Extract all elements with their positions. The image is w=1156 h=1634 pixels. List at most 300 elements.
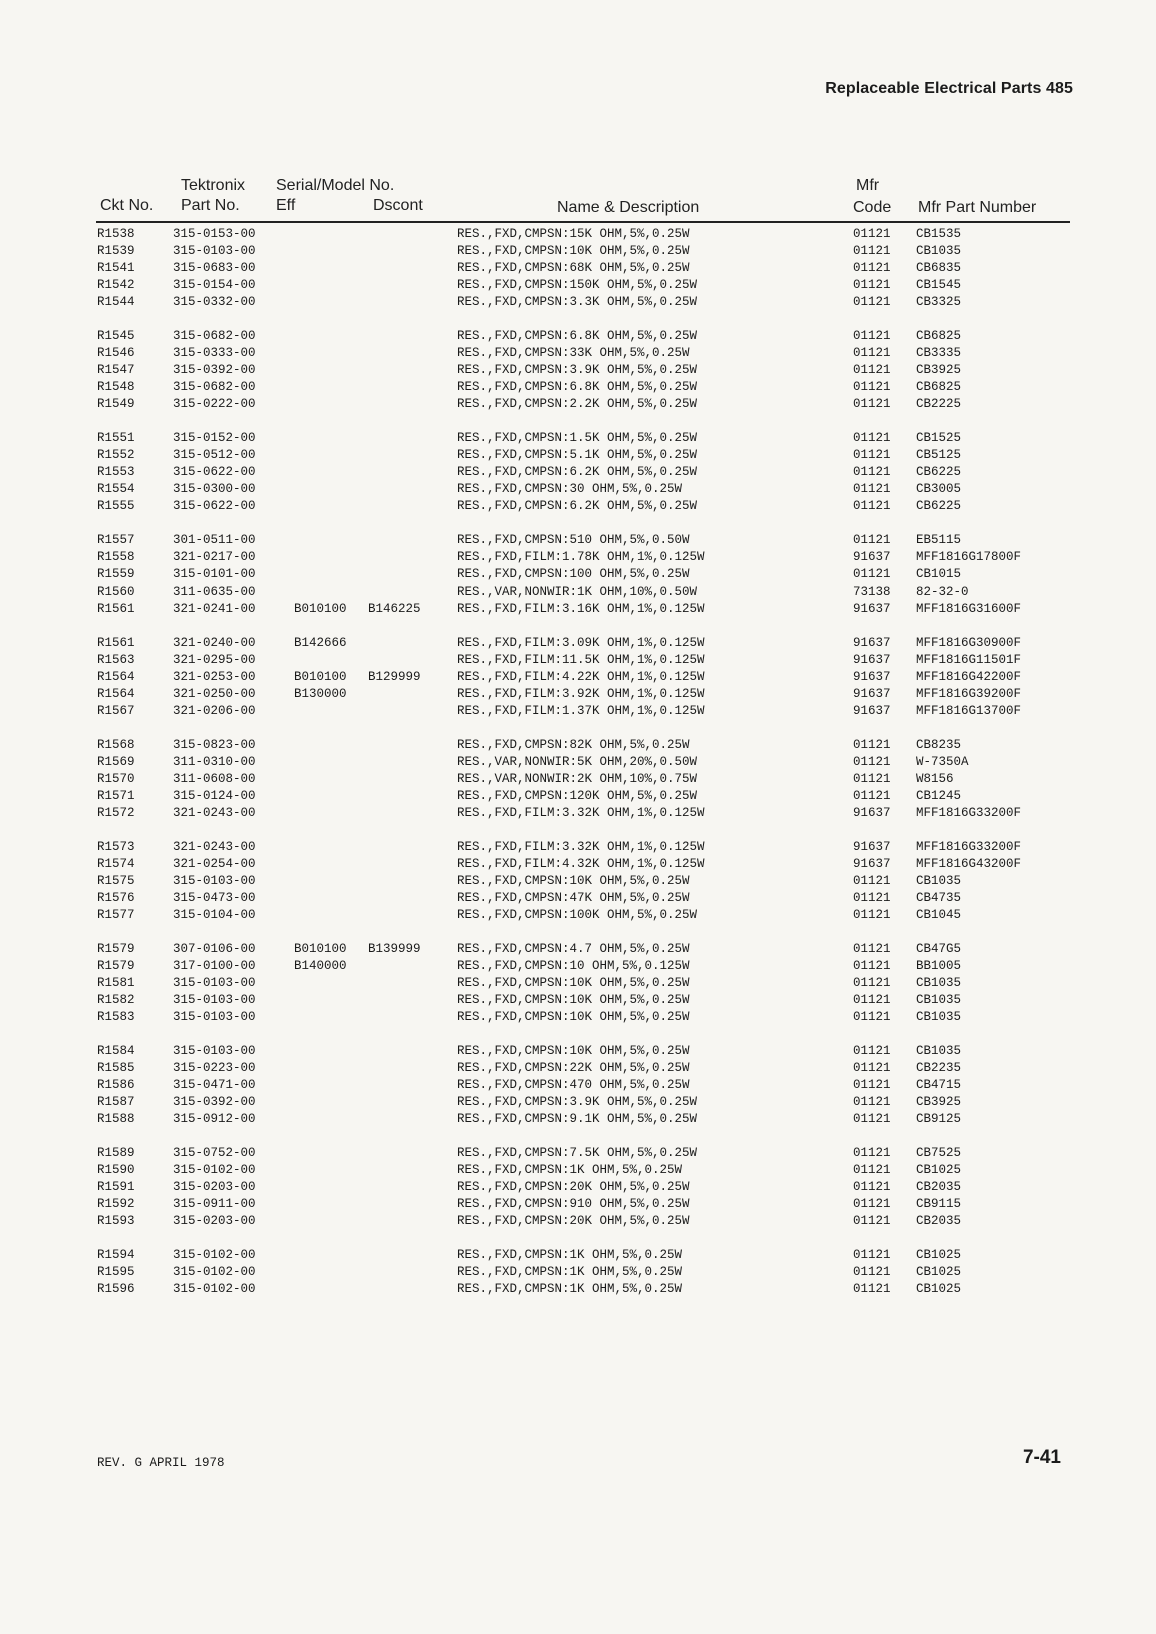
cell-ckt-no: R1585 (97, 1061, 135, 1076)
row-group (0, 226, 1156, 311)
table-row (0, 226, 1156, 243)
table-row (0, 771, 1156, 788)
cell-part-no: 321-0253-00 (173, 669, 256, 684)
cell-ckt-no: R1570 (97, 771, 135, 786)
cell-mfr-code: 01121 (853, 431, 891, 446)
table-row (0, 396, 1156, 413)
cell-description: RES.,FXD,FILM:1.37K OHM,1%,0.125W (457, 703, 705, 718)
cell-mfr-code: 01121 (853, 771, 891, 786)
cell-description: RES.,FXD,CMPSN:2.2K OHM,5%,0.25W (457, 397, 698, 412)
cell-ckt-no: R1568 (97, 737, 135, 752)
cell-ckt-no: R1586 (97, 1078, 135, 1093)
cell-part-no: 315-0682-00 (173, 329, 256, 344)
cell-part-no: 315-0104-00 (173, 907, 256, 922)
cell-mfr-part-number: MFF1816G33200F (916, 805, 1022, 820)
cell-mfr-part-number: CB1545 (916, 278, 962, 293)
cell-description: RES.,FXD,CMPSN:1K OHM,5%,0.25W (457, 1265, 683, 1280)
table-row (0, 975, 1156, 992)
cell-ckt-no: R1561 (97, 635, 135, 650)
cell-ckt-no: R1548 (97, 380, 135, 395)
cell-mfr-code: 01121 (853, 1197, 891, 1212)
cell-mfr-part-number: CB2035 (916, 1180, 962, 1195)
cell-ckt-no: R1557 (97, 533, 135, 548)
cell-mfr-part-number: CB4715 (916, 1078, 962, 1093)
cell-mfr-code: 01121 (853, 448, 891, 463)
cell-mfr-code: 91637 (853, 686, 891, 701)
table-row (0, 601, 1156, 618)
cell-mfr-code: 01121 (853, 1146, 891, 1161)
table-row (0, 805, 1156, 822)
cell-description: RES.,VAR,NONWIR:2K OHM,10%,0.75W (457, 771, 698, 786)
cell-ckt-no: R1546 (97, 346, 135, 361)
table-row (0, 1179, 1156, 1196)
row-group (0, 532, 1156, 617)
cell-description: RES.,FXD,CMPSN:910 OHM,5%,0.25W (457, 1197, 690, 1212)
cell-description: RES.,FXD,FILM:3.32K OHM,1%,0.125W (457, 839, 705, 854)
table-row (0, 992, 1156, 1009)
cell-ckt-no: R1593 (97, 1214, 135, 1229)
cell-part-no: 315-0682-00 (173, 380, 256, 395)
cell-mfr-part-number: CB3325 (916, 295, 962, 310)
table-row (0, 277, 1156, 294)
cell-ckt-no: R1582 (97, 993, 135, 1008)
footer-revision: REV. G APRIL 1978 (97, 1456, 225, 1470)
cell-part-no: 315-0103-00 (173, 873, 256, 888)
cell-mfr-part-number: CB1535 (916, 227, 962, 241)
cell-description: RES.,FXD,FILM:11.5K OHM,1%,0.125W (457, 652, 705, 667)
cell-mfr-part-number: CB8235 (916, 737, 962, 752)
cell-mfr-part-number: CB6225 (916, 499, 962, 514)
cell-description: RES.,FXD,CMPSN:20K OHM,5%,0.25W (457, 1180, 690, 1195)
cell-dscont: B139999 (368, 941, 421, 956)
cell-mfr-part-number: CB1035 (916, 975, 962, 990)
cell-part-no: 315-0473-00 (173, 890, 256, 905)
cell-mfr-code: 01121 (853, 737, 891, 752)
cell-mfr-code: 01121 (853, 958, 891, 973)
cell-part-no: 321-0295-00 (173, 652, 256, 667)
cell-part-no: 315-0103-00 (173, 244, 256, 259)
cell-description: RES.,FXD,CMPSN:3.9K OHM,5%,0.25W (457, 363, 698, 378)
cell-ckt-no: R1560 (97, 584, 135, 599)
cell-mfr-code: 01121 (853, 499, 891, 514)
table-row (0, 447, 1156, 464)
table-row (0, 430, 1156, 447)
cell-mfr-code: 01121 (853, 1044, 891, 1058)
cell-mfr-code: 01121 (853, 1078, 891, 1093)
cell-part-no: 315-0622-00 (173, 499, 256, 514)
cell-ckt-no: R1581 (97, 975, 135, 990)
table-row (0, 737, 1156, 754)
cell-ckt-no: R1573 (97, 839, 135, 854)
cell-mfr-part-number: CB1015 (916, 567, 962, 582)
cell-mfr-code: 01121 (853, 363, 891, 378)
cell-ckt-no: R1544 (97, 295, 135, 310)
cell-part-no: 321-0250-00 (173, 686, 256, 701)
cell-description: RES.,FXD,CMPSN:6.8K OHM,5%,0.25W (457, 329, 698, 344)
cell-part-no: 321-0254-00 (173, 856, 256, 871)
cell-part-no: 321-0240-00 (173, 635, 256, 650)
cell-ckt-no: R1572 (97, 805, 135, 820)
table-row (0, 345, 1156, 362)
cell-ckt-no: R1579 (97, 941, 135, 956)
cell-part-no: 311-0635-00 (173, 584, 256, 599)
row-group (0, 328, 1156, 413)
cell-ckt-no: R1558 (97, 550, 135, 565)
cell-mfr-part-number: MFF1816G39200F (916, 686, 1022, 701)
cell-eff: B010100 (294, 601, 347, 616)
cell-mfr-part-number: MFF1816G31600F (916, 601, 1022, 616)
table-row (0, 549, 1156, 566)
cell-mfr-part-number: CB3005 (916, 482, 962, 497)
cell-ckt-no: R1564 (97, 669, 135, 684)
cell-mfr-part-number: CB3925 (916, 1095, 962, 1110)
cell-mfr-part-number: CB1525 (916, 431, 962, 446)
cell-description: RES.,FXD,CMPSN:47K OHM,5%,0.25W (457, 890, 690, 905)
table-row (0, 532, 1156, 549)
cell-description: RES.,FXD,CMPSN:1K OHM,5%,0.25W (457, 1282, 683, 1297)
row-group (0, 1043, 1156, 1128)
cell-mfr-code: 01121 (853, 1010, 891, 1025)
column-header-name-description: Name & Description (557, 199, 700, 216)
cell-ckt-no: R1538 (97, 227, 135, 241)
cell-mfr-code: 01121 (853, 941, 891, 956)
table-row (0, 890, 1156, 907)
cell-description: RES.,FXD,CMPSN:30 OHM,5%,0.25W (457, 482, 683, 497)
cell-part-no: 315-0332-00 (173, 295, 256, 310)
cell-description: RES.,FXD,CMPSN:20K OHM,5%,0.25W (457, 1214, 690, 1229)
cell-mfr-code: 91637 (853, 805, 891, 820)
cell-mfr-code: 01121 (853, 295, 891, 310)
cell-description: RES.,FXD,CMPSN:1K OHM,5%,0.25W (457, 1248, 683, 1263)
cell-description: RES.,FXD,CMPSN:100 OHM,5%,0.25W (457, 567, 690, 582)
cell-description: RES.,FXD,CMPSN:33K OHM,5%,0.25W (457, 346, 690, 361)
cell-description: RES.,FXD,CMPSN:510 OHM,5%,0.50W (457, 533, 690, 548)
cell-part-no: 307-0106-00 (173, 941, 256, 956)
cell-mfr-part-number: MFF1816G33200F (916, 839, 1022, 854)
cell-eff: B130000 (294, 686, 347, 701)
cell-mfr-code: 91637 (853, 703, 891, 718)
cell-description: RES.,FXD,CMPSN:10K OHM,5%,0.25W (457, 1044, 690, 1058)
cell-part-no: 315-0752-00 (173, 1146, 256, 1161)
cell-part-no: 315-0911-00 (173, 1197, 256, 1212)
cell-part-no: 321-0243-00 (173, 805, 256, 820)
table-row (0, 328, 1156, 345)
table-row (0, 362, 1156, 379)
table-row (0, 260, 1156, 277)
table-row (0, 481, 1156, 498)
cell-mfr-code: 01121 (853, 380, 891, 395)
cell-ckt-no: R1552 (97, 448, 135, 463)
cell-part-no: 315-0103-00 (173, 993, 256, 1008)
cell-mfr-part-number: 82-32-0 (916, 584, 969, 599)
table-row (0, 1281, 1156, 1298)
cell-dscont: B146225 (368, 601, 421, 616)
cell-part-no: 315-0471-00 (173, 1078, 256, 1093)
table-row (0, 1111, 1156, 1128)
cell-part-no: 315-0102-00 (173, 1163, 256, 1178)
cell-ckt-no: R1588 (97, 1112, 135, 1127)
cell-mfr-code: 91637 (853, 635, 891, 650)
cell-mfr-code: 01121 (853, 1112, 891, 1127)
cell-part-no: 315-0124-00 (173, 788, 256, 803)
cell-mfr-part-number: MFF1816G11501F (916, 652, 1022, 667)
cell-mfr-part-number: CB9115 (916, 1197, 962, 1212)
cell-description: RES.,FXD,CMPSN:10K OHM,5%,0.25W (457, 244, 690, 259)
cell-mfr-code: 01121 (853, 890, 891, 905)
cell-description: RES.,FXD,CMPSN:4.7 OHM,5%,0.25W (457, 941, 690, 956)
header-divider (96, 221, 1070, 223)
cell-part-no: 315-0103-00 (173, 975, 256, 990)
cell-part-no: 315-0152-00 (173, 431, 256, 446)
column-header-serial-model: Serial/Model No. (276, 177, 395, 194)
cell-description: RES.,FXD,CMPSN:15K OHM,5%,0.25W (457, 227, 690, 241)
column-header-dscont: Dscont (373, 197, 423, 214)
cell-ckt-no: R1551 (97, 431, 135, 446)
cell-description: RES.,FXD,FILM:3.92K OHM,1%,0.125W (457, 686, 705, 701)
table-row (0, 1077, 1156, 1094)
cell-part-no: 311-0310-00 (173, 754, 256, 769)
table-row (0, 566, 1156, 583)
cell-ckt-no: R1577 (97, 907, 135, 922)
table-row (0, 1264, 1156, 1281)
cell-mfr-code: 01121 (853, 975, 891, 990)
cell-mfr-part-number: CB6825 (916, 329, 962, 344)
cell-part-no: 321-0206-00 (173, 703, 256, 718)
cell-part-no: 321-0217-00 (173, 550, 256, 565)
cell-eff: B010100 (294, 669, 347, 684)
column-header-tektronix: Tektronix (181, 177, 246, 194)
cell-description: RES.,FXD,CMPSN:3.9K OHM,5%,0.25W (457, 1095, 698, 1110)
table-row (0, 1043, 1156, 1060)
cell-eff: B140000 (294, 958, 347, 973)
cell-part-no: 315-0103-00 (173, 1010, 256, 1025)
cell-mfr-part-number: BB1005 (916, 958, 962, 973)
cell-mfr-part-number: CB47G5 (916, 941, 962, 956)
cell-mfr-part-number: CB2225 (916, 397, 962, 412)
table-row (0, 1145, 1156, 1162)
cell-mfr-code: 01121 (853, 533, 891, 548)
cell-part-no: 315-0153-00 (173, 227, 256, 241)
cell-ckt-no: R1584 (97, 1044, 135, 1058)
table-row (0, 1060, 1156, 1077)
cell-ckt-no: R1561 (97, 601, 135, 616)
cell-description: RES.,FXD,CMPSN:100K OHM,5%,0.25W (457, 907, 698, 922)
cell-description: RES.,FXD,CMPSN:470 OHM,5%,0.25W (457, 1078, 690, 1093)
cell-mfr-part-number: CB1035 (916, 873, 962, 888)
cell-mfr-part-number: CB6825 (916, 380, 962, 395)
cell-ckt-no: R1574 (97, 856, 135, 871)
column-header-mfr: Mfr (856, 177, 880, 194)
cell-mfr-code: 01121 (853, 993, 891, 1008)
cell-mfr-code: 01121 (853, 227, 891, 241)
table-row (0, 703, 1156, 720)
row-group (0, 430, 1156, 515)
cell-ckt-no: R1594 (97, 1248, 135, 1263)
cell-ckt-no: R1595 (97, 1265, 135, 1280)
table-row (0, 754, 1156, 771)
cell-mfr-code: 01121 (853, 397, 891, 412)
cell-part-no: 315-0102-00 (173, 1265, 256, 1280)
cell-mfr-part-number: CB4735 (916, 890, 962, 905)
cell-description: RES.,FXD,CMPSN:5.1K OHM,5%,0.25W (457, 448, 698, 463)
cell-part-no: 315-0392-00 (173, 1095, 256, 1110)
table-row (0, 243, 1156, 260)
table-row (0, 1213, 1156, 1230)
cell-part-no: 315-0512-00 (173, 448, 256, 463)
cell-mfr-part-number: CB5125 (916, 448, 962, 463)
cell-ckt-no: R1569 (97, 754, 135, 769)
cell-ckt-no: R1575 (97, 873, 135, 888)
cell-description: RES.,FXD,CMPSN:10K OHM,5%,0.25W (457, 975, 690, 990)
cell-part-no: 315-0823-00 (173, 737, 256, 752)
cell-part-no: 315-0103-00 (173, 1044, 256, 1058)
cell-mfr-code: 01121 (853, 1163, 891, 1178)
row-group (0, 941, 1156, 1026)
row-group (0, 839, 1156, 924)
table-row (0, 584, 1156, 601)
cell-description: RES.,FXD,CMPSN:1.5K OHM,5%,0.25W (457, 431, 698, 446)
cell-mfr-part-number: MFF1816G13700F (916, 703, 1022, 718)
cell-mfr-code: 01121 (853, 754, 891, 769)
cell-mfr-code: 01121 (853, 1282, 891, 1297)
cell-ckt-no: R1541 (97, 261, 135, 276)
cell-description: RES.,FXD,CMPSN:6.2K OHM,5%,0.25W (457, 465, 698, 480)
cell-description: RES.,FXD,CMPSN:10K OHM,5%,0.25W (457, 993, 690, 1008)
cell-mfr-part-number: CB1035 (916, 1044, 962, 1058)
cell-mfr-code: 01121 (853, 346, 891, 361)
cell-description: RES.,FXD,CMPSN:120K OHM,5%,0.25W (457, 788, 698, 803)
cell-part-no: 321-0241-00 (173, 601, 256, 616)
cell-mfr-code: 01121 (853, 1095, 891, 1110)
cell-mfr-code: 91637 (853, 839, 891, 854)
column-header-eff: Eff (276, 197, 296, 214)
cell-ckt-no: R1542 (97, 278, 135, 293)
cell-mfr-code: 01121 (853, 482, 891, 497)
cell-description: RES.,FXD,FILM:1.78K OHM,1%,0.125W (457, 550, 705, 565)
parts-table (0, 226, 1156, 1315)
table-row (0, 1247, 1156, 1264)
cell-mfr-part-number: MFF1816G17800F (916, 550, 1022, 565)
cell-mfr-part-number: CB1025 (916, 1248, 962, 1263)
cell-mfr-code: 01121 (853, 1248, 891, 1263)
cell-mfr-part-number: CB7525 (916, 1146, 962, 1161)
cell-part-no: 315-0622-00 (173, 465, 256, 480)
row-group (0, 635, 1156, 720)
table-row (0, 839, 1156, 856)
cell-part-no: 315-0102-00 (173, 1282, 256, 1297)
cell-mfr-part-number: CB1045 (916, 907, 962, 922)
cell-mfr-code: 01121 (853, 1061, 891, 1076)
cell-mfr-part-number: CB3335 (916, 346, 962, 361)
cell-description: RES.,VAR,NONWIR:1K OHM,10%,0.50W (457, 584, 698, 599)
cell-ckt-no: R1553 (97, 465, 135, 480)
cell-ckt-no: R1567 (97, 703, 135, 718)
cell-part-no: 315-0300-00 (173, 482, 256, 497)
cell-mfr-code: 91637 (853, 669, 891, 684)
cell-part-no: 301-0511-00 (173, 533, 256, 548)
cell-description: RES.,FXD,CMPSN:9.1K OHM,5%,0.25W (457, 1112, 698, 1127)
cell-description: RES.,FXD,FILM:4.32K OHM,1%,0.125W (457, 856, 705, 871)
cell-part-no: 315-0101-00 (173, 567, 256, 582)
cell-ckt-no: R1589 (97, 1146, 135, 1161)
cell-description: RES.,FXD,FILM:4.22K OHM,1%,0.125W (457, 669, 705, 684)
cell-mfr-part-number: CB1035 (916, 244, 962, 259)
cell-ckt-no: R1596 (97, 1282, 135, 1297)
cell-description: RES.,FXD,FILM:3.09K OHM,1%,0.125W (457, 635, 705, 650)
footer-page-number: 7-41 (1022, 1447, 1061, 1468)
cell-description: RES.,FXD,CMPSN:1K OHM,5%,0.25W (457, 1163, 683, 1178)
row-group (0, 737, 1156, 822)
cell-mfr-code: 01121 (853, 465, 891, 480)
cell-mfr-code: 91637 (853, 550, 891, 565)
cell-mfr-part-number: CB2235 (916, 1061, 962, 1076)
table-row (0, 686, 1156, 703)
cell-description: RES.,FXD,CMPSN:10K OHM,5%,0.25W (457, 1010, 690, 1025)
cell-mfr-part-number: MFF1816G30900F (916, 635, 1022, 650)
cell-description: RES.,FXD,CMPSN:10 OHM,5%,0.125W (457, 958, 690, 973)
cell-mfr-part-number: CB9125 (916, 1112, 962, 1127)
cell-ckt-no: R1555 (97, 499, 135, 514)
row-group (0, 1247, 1156, 1298)
table-row (0, 1094, 1156, 1111)
cell-mfr-code: 01121 (853, 1180, 891, 1195)
cell-ckt-no: R1554 (97, 482, 135, 497)
table-row (0, 1009, 1156, 1026)
cell-mfr-code: 91637 (853, 652, 891, 667)
cell-part-no: 315-0912-00 (173, 1112, 256, 1127)
cell-ckt-no: R1545 (97, 329, 135, 344)
cell-mfr-part-number: CB6835 (916, 261, 962, 276)
cell-ckt-no: R1549 (97, 397, 135, 412)
cell-mfr-part-number: CB1025 (916, 1265, 962, 1280)
cell-mfr-code: 01121 (853, 1265, 891, 1280)
row-group (0, 1145, 1156, 1230)
cell-mfr-part-number: MFF1816G43200F (916, 856, 1022, 871)
table-row (0, 1196, 1156, 1213)
cell-ckt-no: R1571 (97, 788, 135, 803)
cell-description: RES.,FXD,CMPSN:10K OHM,5%,0.25W (457, 873, 690, 888)
column-header-code: Code (853, 199, 892, 216)
cell-part-no: 315-0223-00 (173, 1061, 256, 1076)
cell-description: RES.,VAR,NONWIR:5K OHM,20%,0.50W (457, 754, 698, 769)
cell-part-no: 321-0243-00 (173, 839, 256, 854)
cell-ckt-no: R1587 (97, 1095, 135, 1110)
cell-mfr-code: 01121 (853, 1214, 891, 1229)
cell-mfr-code: 73138 (853, 584, 891, 599)
cell-part-no: 315-0333-00 (173, 346, 256, 361)
cell-eff: B010100 (294, 941, 347, 956)
cell-mfr-part-number: CB1025 (916, 1282, 962, 1297)
cell-ckt-no: R1564 (97, 686, 135, 701)
table-row (0, 1162, 1156, 1179)
cell-mfr-code: 01121 (853, 244, 891, 259)
cell-mfr-code: 01121 (853, 261, 891, 276)
cell-mfr-part-number: CB2035 (916, 1214, 962, 1229)
table-row (0, 907, 1156, 924)
table-row (0, 873, 1156, 890)
cell-description: RES.,FXD,FILM:3.16K OHM,1%,0.125W (457, 601, 705, 616)
cell-mfr-code: 01121 (853, 329, 891, 344)
cell-description: RES.,FXD,CMPSN:7.5K OHM,5%,0.25W (457, 1146, 698, 1161)
table-row (0, 941, 1156, 958)
table-row (0, 652, 1156, 669)
page-header-title: Replaceable Electrical Parts 485 (825, 80, 1073, 97)
cell-ckt-no: R1563 (97, 652, 135, 667)
cell-mfr-part-number: CB1245 (916, 788, 962, 803)
cell-description: RES.,FXD,CMPSN:3.3K OHM,5%,0.25W (457, 295, 698, 310)
cell-description: RES.,FXD,CMPSN:22K OHM,5%,0.25W (457, 1061, 690, 1076)
cell-mfr-code: 01121 (853, 278, 891, 293)
